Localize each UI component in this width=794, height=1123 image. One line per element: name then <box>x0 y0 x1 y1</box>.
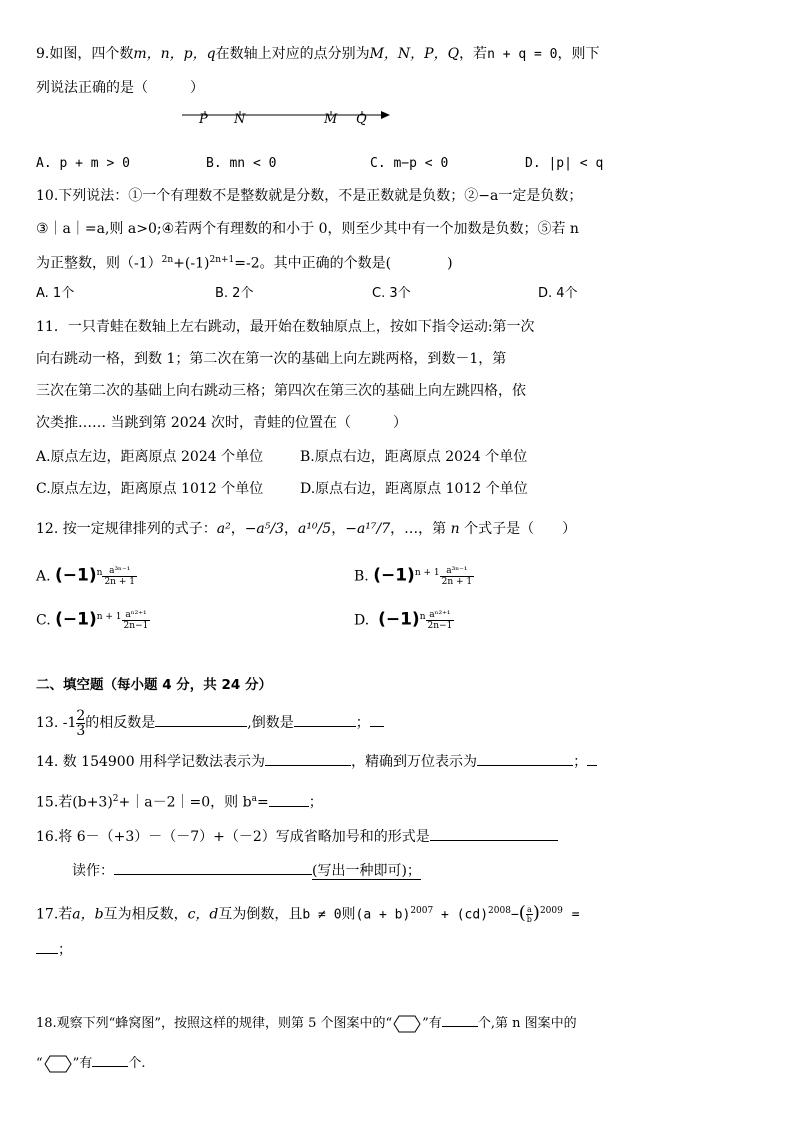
q14-blank-scientific[interactable] <box>265 751 351 766</box>
q17-frac-num: a <box>526 905 532 915</box>
hexagon-icon <box>43 1054 73 1074</box>
number-line-figure <box>178 103 398 133</box>
q17-minus: − <box>510 907 519 923</box>
q12-option-d-exp: n <box>419 612 426 622</box>
q16-text-b: 读作： <box>72 863 114 879</box>
q9-text-c: ，若 <box>459 46 488 62</box>
q12-option-a-exp: n <box>96 568 103 578</box>
q17-exp1: 2007 <box>410 906 434 916</box>
q17-frac-den: b <box>526 915 532 925</box>
q12-option-b-num: a³ⁿ⁻¹ <box>440 566 475 577</box>
q14-blank-approx[interactable] <box>477 751 573 766</box>
q12-stem-a: 12. 按一定规律排列的式子： <box>36 521 217 537</box>
q12-option-b-label: B. <box>354 568 369 585</box>
q12-option-c-fraction <box>122 610 151 631</box>
q12-option-c-den: 2n−1 <box>123 621 149 632</box>
q12-stem-n: n <box>450 521 460 537</box>
q18-blank-nth[interactable] <box>92 1052 128 1067</box>
q17-cd: c，d <box>187 906 219 923</box>
q14-text-a: 14. 数 154900 用科学记数法表示为 <box>36 754 266 770</box>
q17-line2-end: ； <box>58 942 72 958</box>
q17-equals: = <box>571 907 580 923</box>
q18-line2 <box>36 1052 145 1076</box>
label-n: N <box>234 112 246 127</box>
q17-fraction <box>526 905 533 924</box>
q17-text-a: 17.若 <box>36 906 73 923</box>
q10-sup1: 2n <box>161 255 174 265</box>
q17-line1 <box>36 898 580 924</box>
q13-frac-num: 2 <box>76 707 86 724</box>
q12-seq-1: a² <box>216 521 231 537</box>
q15 <box>36 789 323 813</box>
q11-line4: 次类推…… 当跳到第 2024 次时，青蛙的位置在（ ） <box>36 415 407 431</box>
q9-option-b: B. mn < 0 <box>206 156 277 171</box>
q12-option-a-label: A. <box>36 568 51 585</box>
q10-option-d: D. 4个 <box>538 286 578 301</box>
q10-line1: 10.下列说法：①一个有理数不是整数就是分数，不是正数就是负数；②−a一定是负数； <box>36 188 583 204</box>
q12-option-c-num: aⁿ²⁺¹ <box>122 610 151 621</box>
q13-blank-opposite[interactable] <box>155 712 247 727</box>
q11-line2: 向右跳动一格，到数 1；第二次在第一次的基础上向左跳两格，到数－1，第 <box>36 351 507 367</box>
label-p: P <box>199 112 208 127</box>
q12-option-d-label: D. <box>354 612 370 629</box>
q12-option-a-num: a³ⁿ⁻¹ <box>102 566 137 577</box>
q17-paren-close: ) <box>532 902 540 924</box>
q15-text-b: +｜a－2｜=0，则 b <box>118 794 252 811</box>
q11-line1: 11．一只青蛙在数轴上左右跳动，最开始在数轴原点上，按如下指令运动:第一次 <box>36 319 535 335</box>
q11-line3: 三次在第二次的基础上向右跳动三格；第四次在第三次的基础上向左跳四格，依 <box>36 383 526 399</box>
q12-seq-3: a¹⁰/5 <box>298 521 332 537</box>
q17-ab: a，b <box>72 906 104 923</box>
q9-text-b: 在数轴上对应的点分别为 <box>215 46 370 62</box>
q14-blank-tail <box>587 751 597 766</box>
q12-option-d-fraction <box>426 610 455 631</box>
q12-option-d-base: (−1) <box>378 609 420 630</box>
q18-text-d: “ <box>36 1056 43 1071</box>
q10-text-a: 为正整数，则（-1） <box>36 255 162 272</box>
q12-option-a <box>36 560 137 590</box>
q16-line2 <box>72 860 421 881</box>
q11-option-d: D.原点右边，距离原点 1012 个单位 <box>300 481 528 497</box>
q11-option-a: A.原点左边，距离原点 2024 个单位 <box>36 449 264 465</box>
q17-expr2: (cd) <box>456 907 489 923</box>
q13-text-c: ,倒数是 <box>247 715 294 731</box>
q15-text-d: ； <box>308 794 323 811</box>
q12-option-c-base: (−1) <box>55 609 97 630</box>
section-2-title: 二、填空题（每小题 4 分，共 24 分） <box>36 677 272 693</box>
q18-line1 <box>36 1012 577 1036</box>
label-m: M <box>324 112 338 127</box>
q9-points: M，N，P，Q <box>369 46 460 62</box>
q17-condition: b ≠ 0 <box>302 907 342 923</box>
q9-option-d: D. |p| < q <box>525 156 604 171</box>
q9-line2: 列说法正确的是（ ） <box>36 80 204 96</box>
number-line-arrow <box>381 111 390 119</box>
q12-option-a-fraction <box>102 566 137 587</box>
q14-text-b: ，精确到万位表示为 <box>351 754 478 770</box>
q17-line2 <box>36 939 72 960</box>
q15-blank[interactable] <box>269 792 309 807</box>
q12-stem-b: ，…，第 <box>390 521 447 537</box>
q10-line2: ③｜a｜=a,则 a>0;④若两个有理数的和小于 0，则至少其中有一个加数是负数；⑤若 n <box>36 221 579 237</box>
q9-vars: m，n，p，q <box>133 46 216 62</box>
q17-blank[interactable] <box>36 939 58 954</box>
q10-sup2: 2n+1 <box>209 255 235 265</box>
label-q: Q <box>356 112 367 127</box>
q12-option-b-base: (−1) <box>373 565 415 586</box>
q12-option-b-den: 2n + 1 <box>441 577 473 588</box>
q17-plus: + <box>433 907 457 923</box>
q12-option-a-den: 2n + 1 <box>104 577 135 588</box>
q12-option-c <box>36 604 150 634</box>
q10-text-c: =-2。其中正确的个数是( ) <box>234 255 453 272</box>
q12-option-b-exp: n + 1 <box>414 568 440 578</box>
q17-exp3: 2009 <box>539 906 563 916</box>
q12-option-b-fraction <box>440 566 475 587</box>
q10-option-c: C. 3个 <box>372 286 411 301</box>
q16-line1 <box>36 826 558 847</box>
q16-blank-expression[interactable] <box>430 826 558 841</box>
q9-line1 <box>36 44 600 65</box>
q11-option-c: C.原点左边，距离原点 1012 个单位 <box>36 481 264 497</box>
q12-option-d-num: aⁿ²⁺¹ <box>426 610 455 621</box>
q11-option-b: B.原点右边，距离原点 2024 个单位 <box>300 449 528 465</box>
q17-expr1: (a + b) <box>355 907 411 923</box>
q13-fraction <box>76 709 85 738</box>
q13-blank-tail <box>370 712 384 727</box>
q13-text-d: ； <box>355 715 370 731</box>
q12-seq-4: −a¹⁷/7 <box>345 521 391 537</box>
q18-text-a: 18.观察下列“蜂窝图”，按照这样的规律，则第 5 个图案中的“ <box>36 1016 393 1031</box>
q15-text-a: 15.若(b+3) <box>36 794 113 811</box>
q9-condition: n + q = 0 <box>487 47 558 62</box>
q12-option-d <box>354 604 454 634</box>
q10-option-a: A. 1个 <box>36 286 75 301</box>
q17-exp2: 2008 <box>488 906 511 916</box>
q9-option-a: A. p + m > 0 <box>36 156 130 171</box>
q15-sup2: a <box>251 794 257 804</box>
q18-text-e: ”有 <box>72 1056 93 1071</box>
q18-text-f: 个. <box>128 1056 146 1071</box>
q15-text-c: = <box>256 794 269 811</box>
q13-text-a: 13. -1 <box>36 715 77 731</box>
q14-text-c: ； <box>573 754 588 770</box>
q12-option-c-label: C. <box>36 612 51 629</box>
q17-text-b: 互为相反数， <box>103 906 188 923</box>
q9-option-c: C. m−p < 0 <box>370 156 449 171</box>
q18-blank-5th[interactable] <box>442 1012 478 1027</box>
q15-sup: 2 <box>112 794 119 804</box>
q18-text-b: ”有 <box>422 1016 442 1031</box>
q9-text-a: 9.如图，四个数 <box>36 46 134 62</box>
q10-line3 <box>36 250 453 274</box>
q12-option-b <box>354 560 474 590</box>
q10-option-b: B. 2个 <box>215 286 254 301</box>
q16-text-a: 16.将 6－（+3）－（－7）+（－2）写成省略加号和的形式是 <box>36 829 430 845</box>
q13-blank-reciprocal[interactable] <box>294 712 356 727</box>
q12-stem: 12. 按一定规律排列的式子：a²，−a⁵/3，a¹⁰/5，−a¹⁷/7，…，第 n 个式子是（ ） <box>36 521 577 537</box>
hexagon-icon <box>392 1014 422 1034</box>
q14 <box>36 751 597 772</box>
q13 <box>36 708 384 738</box>
q16-blank-reading[interactable] <box>114 860 312 875</box>
q10-text-b: +(-1) <box>173 255 210 272</box>
q17-text-c: 互为倒数，且 <box>218 906 303 923</box>
q12-seq-2: −a⁵/3 <box>244 521 285 537</box>
q17-text-d: 则 <box>341 906 356 923</box>
q9-text-d: ，则下 <box>557 46 600 62</box>
q18-text-c: 个,第 n 图案中的 <box>477 1016 577 1031</box>
q12-option-c-exp: n + 1 <box>96 612 122 622</box>
q12-option-a-base: (−1) <box>55 565 97 586</box>
q13-text-b: 的相反数是 <box>85 715 156 731</box>
q12-stem-c: 个式子是（ ） <box>464 521 577 537</box>
q17-paren-open: ( <box>518 902 526 924</box>
q16-text-c: (写出一种即可)； <box>312 863 421 879</box>
q13-frac-den: 3 <box>76 722 86 739</box>
q12-option-d-den: 2n−1 <box>427 621 453 632</box>
